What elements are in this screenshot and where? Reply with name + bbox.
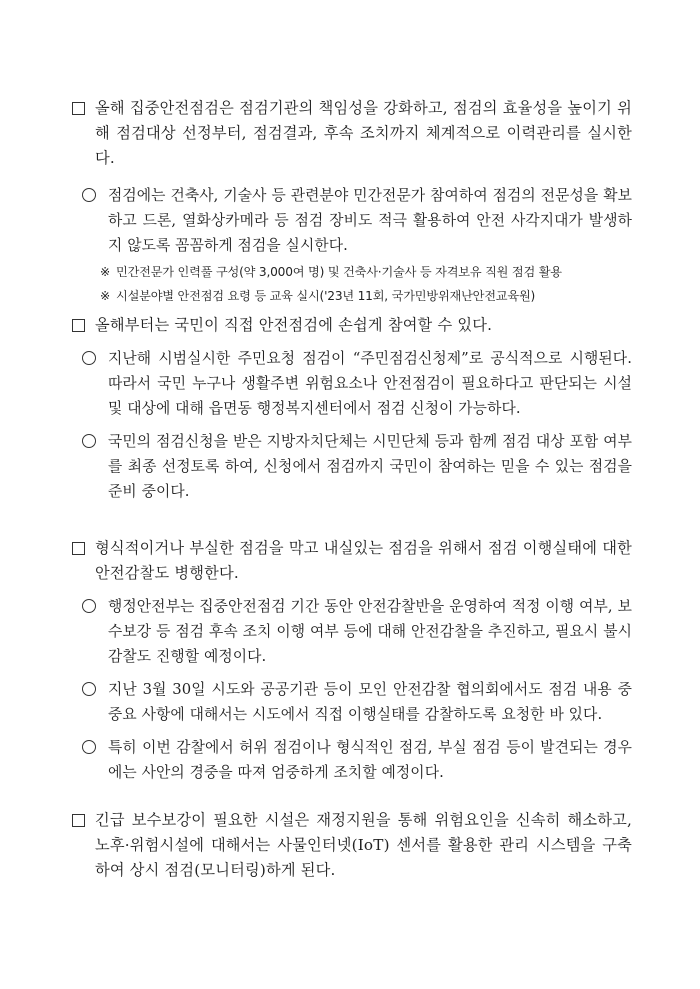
square-bullet-icon xyxy=(72,814,85,827)
section-text: 긴급 보수보강이 필요한 시설은 재정지원을 통해 위험요인을 신속히 해소하고, 노후·위험시설에 대해서는 사물인터넷(IoT) 센서를 활용한 관리 시스템을 구축하여 상시 점검(모니터링)하게 된다. xyxy=(95,811,632,879)
reference-mark-icon: ※ xyxy=(100,265,111,279)
circle-bullet-icon xyxy=(82,434,96,448)
square-bullet-icon xyxy=(72,542,85,555)
item-text: 지난 3월 30일 시도와 공공기관 등이 모인 안전감찰 협의회에서도 점검 내용 중 중요 사항에 대해서는 시도에서 직접 이행실태를 감찰하도록 요청한 바 있다. xyxy=(108,681,632,723)
circle-bullet-row xyxy=(82,429,632,504)
circle-bullet-row xyxy=(82,735,632,785)
item-text: 특히 이번 감찰에서 허위 점검이나 형식적인 점검, 부실 점검 등이 발견되는 경우에는 사안의 경중을 따져 엄중하게 조치할 예정이다. xyxy=(108,739,632,781)
square-bullet-icon xyxy=(72,319,85,332)
circle-bullet-row xyxy=(82,346,632,421)
item-text: 지난해 시범실시한 주민요청 점검이 “주민점검신청제”로 공식적으로 시행된다. 따라서 국민 누구나 생활주변 위험요소나 안전점검이 필요하다고 판단되는 시설 및 대상에 대해 읍면동 행정복지센터에서 점검 신청이 가능하다. xyxy=(108,350,632,417)
note-text: 시설분야별 안전점검 요령 등 교육 실시('23년 11회, 국가민방위재난안전교육원) xyxy=(116,289,536,303)
note-text: 민간전문가 인력풀 구성(약 3,000여 명) 및 건축사·기술사 등 자격보유 직원 점검 활용 xyxy=(116,265,562,279)
circle-bullet-icon xyxy=(82,740,96,754)
reference-mark-icon: ※ xyxy=(100,289,111,303)
section-3 xyxy=(72,536,632,785)
note-line xyxy=(100,260,632,284)
circle-bullet-icon xyxy=(82,599,96,613)
circle-bullet-row xyxy=(82,183,632,258)
circle-bullet-row xyxy=(82,677,632,727)
square-bullet-icon xyxy=(72,102,85,115)
circle-bullet-icon xyxy=(82,188,96,202)
section-1 xyxy=(72,96,632,308)
item-text: 행정안전부는 집중안전점검 기간 동안 안전감찰반을 운영하여 적정 이행 여부, 보수보강 등 점검 후속 조치 이행 여부 등에 대해 안전감찰을 추진하고, 필요시 불시감찰도 진행할 예정이다. xyxy=(108,598,632,665)
section-4 xyxy=(72,808,632,883)
item-text: 국민의 점검신청을 받은 지방자치단체는 시민단체 등과 함께 점검 대상 포함 여부를 최종 선정토록 하여, 신청에서 점검까지 국민이 참여하는 믿을 수 있는 점검을 준비 중이다. xyxy=(108,433,632,500)
section-text: 올해부터는 국민이 직접 안전점검에 손쉽게 참여할 수 있다. xyxy=(95,316,493,334)
section-text: 형식적이거나 부실한 점검을 막고 내실있는 점검을 위해서 점검 이행실태에 대한 안전감찰도 병행한다. xyxy=(95,539,632,582)
circle-bullet-icon xyxy=(82,351,96,365)
section-text: 올해 집중안전점검은 점검기관의 책임성을 강화하고, 점검의 효율성을 높이기 위해 점검대상 선정부터, 점검결과, 후속 조치까지 체계적으로 이력관리를 실시한다. xyxy=(95,99,632,167)
note-line xyxy=(100,284,632,308)
square-bullet-row xyxy=(72,313,632,338)
circle-bullet-row xyxy=(82,594,632,669)
square-bullet-row xyxy=(72,808,632,883)
section-2 xyxy=(72,313,632,504)
square-bullet-row xyxy=(72,536,632,586)
square-bullet-row xyxy=(72,96,632,171)
item-text: 점검에는 건축사, 기술사 등 관련분야 민간전문가 참여하여 점검의 전문성을 확보하고 드론, 열화상카메라 등 점검 장비도 적극 활용하여 안전 사각지대가 발생하지 않도록 꼼꼼하게 점검을 실시한다. xyxy=(108,187,632,254)
circle-bullet-icon xyxy=(82,682,96,696)
